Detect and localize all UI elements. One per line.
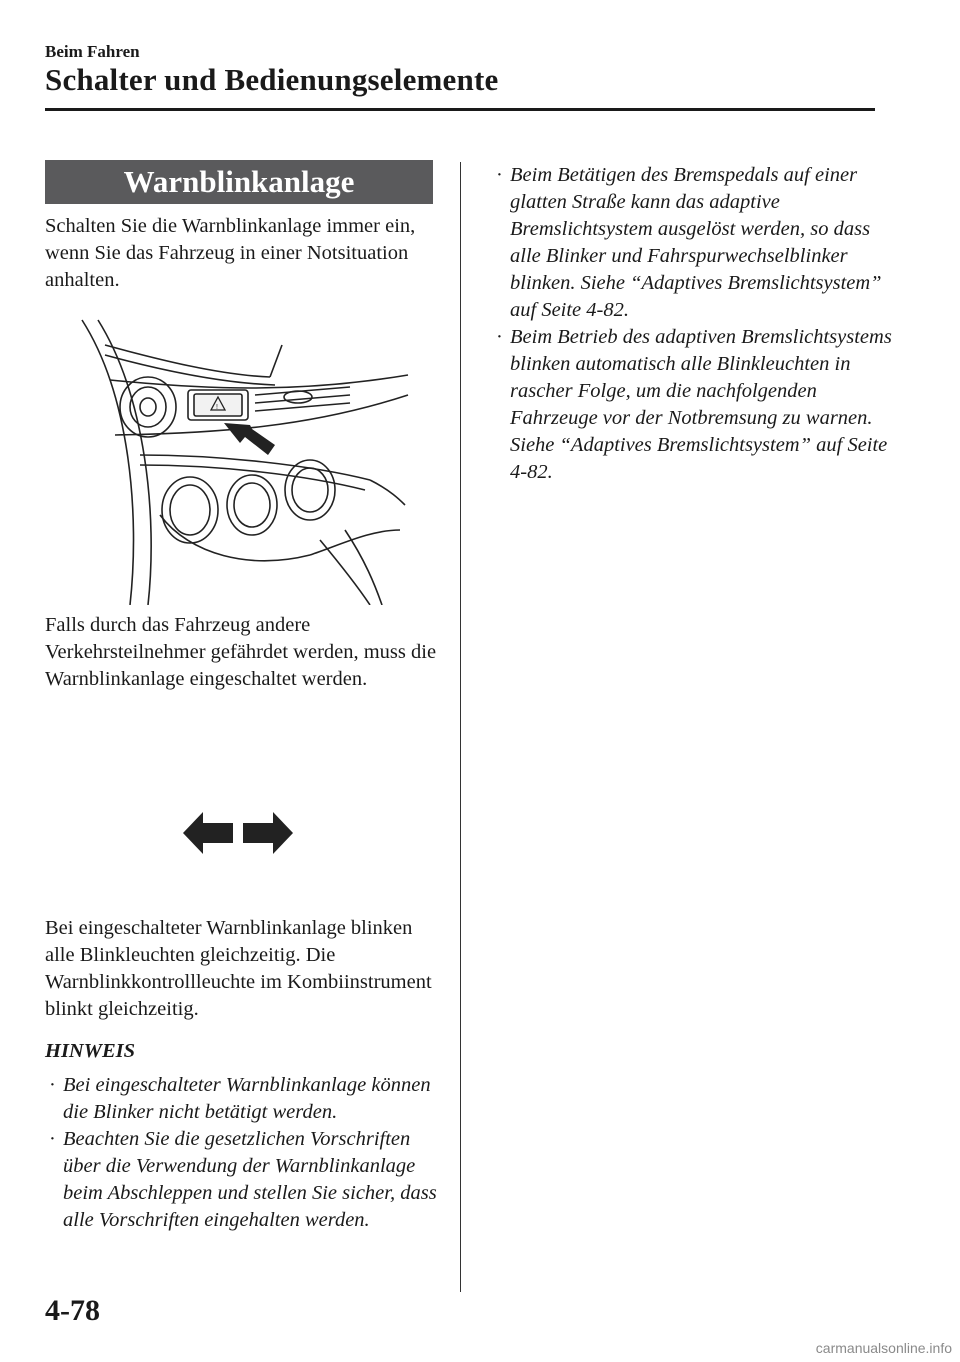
column-divider <box>460 162 461 1292</box>
paragraph-flashing: Bei eingeschalteter Warnblinkanlage blinken alle Blinkleuchten gleichzeitig. Die Warnblinkkontrollleuchte im Kombiinstrument blinkt gleichzeitig. <box>45 917 432 1020</box>
watermark: carmanualsonline.info <box>815 1340 952 1356</box>
paragraph-danger: Falls durch das Fahrzeug andere Verkehrsteilnehmer gefährdet werden, muss die Warnblinkanlage eingeschaltet werden. <box>45 614 437 690</box>
svg-text:!: ! <box>216 404 218 411</box>
turn-indicator-arrows-icon <box>183 812 293 854</box>
note-list-right <box>492 162 892 486</box>
list-item: · Beim Betätigen des Bremspedals auf einer glatten Straße kann das adaptive Bremslichtsystem ausgelöst werden, so dass alle Blinker und Fahrspurwechselblinker blinken. Siehe “Adaptives Bremslichtsystem” auf Seite 4-82. <box>496 164 882 321</box>
page-title: Schalter und Bedienungselemente <box>45 62 499 97</box>
intro-paragraph: Schalten Sie die Warnblinkanlage immer ein, wenn Sie das Fahrzeug in einer Notsituation anhalten. <box>45 215 416 291</box>
header-rule <box>45 108 875 111</box>
list-item: · Bei eingeschalteter Warnblinkanlage können die Blinker nicht betätigt werden. <box>49 1074 431 1123</box>
note-list-left <box>45 1072 445 1234</box>
list-item: · Beim Betrieb des adaptiven Bremslichtsystems blinken automatisch alle Blinkleuchten in rascher Folge, um die nachfolgenden Fahrzeuge vor der Notbremsung zu warnen. Siehe “Adaptives Bremslichtsystem” auf Seite 4-82. <box>496 326 892 483</box>
section-header <box>45 160 435 204</box>
chapter-label: Beim Fahren <box>45 42 140 61</box>
list-item: · Beachten Sie die gesetzlichen Vorschriften über die Verwendung der Warnblinkanlage beim Abschleppen und stellen Sie sicher, dass alle Vorschriften eingehalten werden. <box>49 1128 437 1231</box>
dashboard-hazard-switch-illustration <box>70 315 415 605</box>
page-number: 4-78 <box>45 1294 100 1327</box>
section-title: Warnblinkanlage <box>45 160 433 204</box>
note-heading: HINWEIS <box>45 1040 136 1062</box>
